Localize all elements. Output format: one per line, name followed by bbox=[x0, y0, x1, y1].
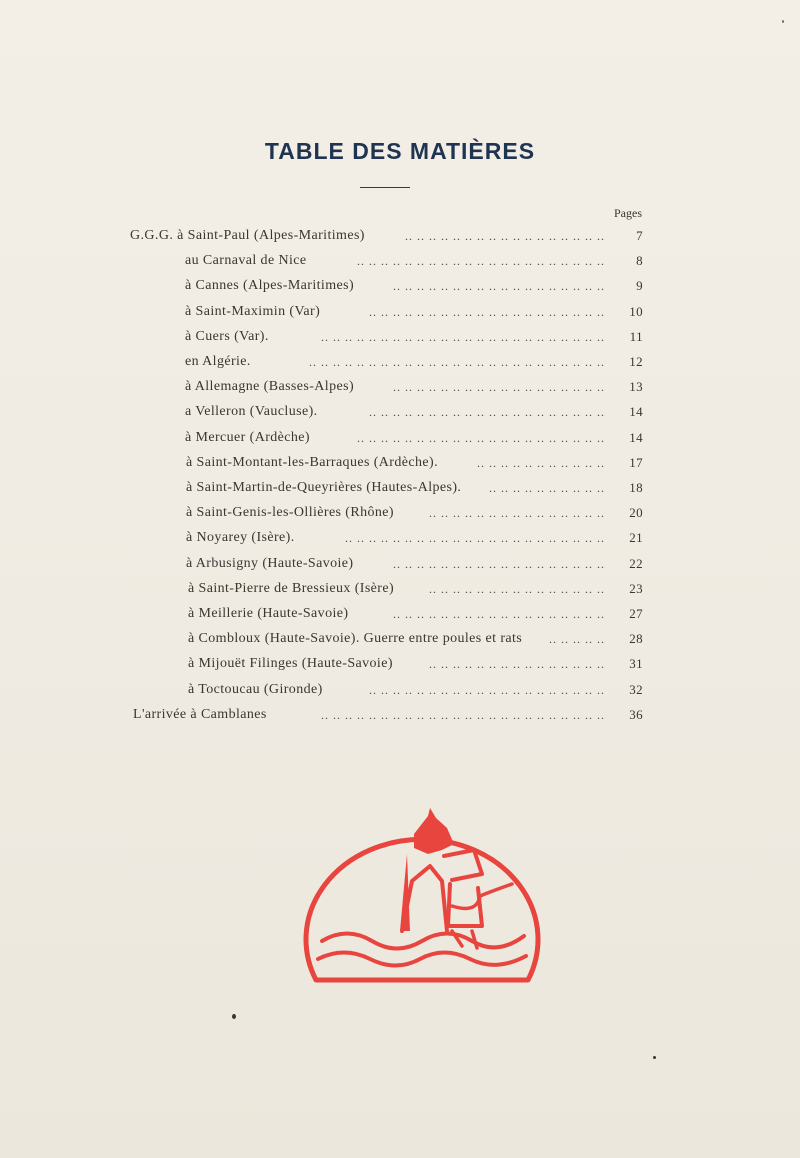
paper-speck bbox=[653, 1056, 656, 1059]
toc-entry bbox=[185, 402, 643, 422]
leader-dots: .. .. .. .. .. .. .. .. .. .. .. .. .. .. .. bbox=[429, 582, 605, 596]
toc-entry-page: 36 bbox=[629, 707, 643, 722]
toc-entry bbox=[185, 352, 643, 372]
toc-entry-label: à Noyarey (Isère). bbox=[186, 530, 295, 545]
toc-entry-label: à Toctoucau (Gironde) bbox=[188, 682, 323, 697]
leader-dots: .. .. .. .. .. .. .. .. .. .. .. .. .. .. .. .. .. .. .. .. .. bbox=[357, 431, 605, 445]
toc-entry-page: 14 bbox=[629, 404, 643, 419]
toc-entry-page: 20 bbox=[629, 505, 643, 520]
toc-entry-page: 27 bbox=[629, 606, 643, 621]
leader-dots: .. .. .. .. .. .. .. .. .. .. bbox=[489, 481, 605, 495]
toc-entry bbox=[185, 302, 643, 322]
leader-dots: .. .. .. .. .. .. .. .. .. .. .. .. .. .. .. .. .. bbox=[405, 229, 605, 243]
leader-dots: .. .. .. .. .. .. .. .. .. .. .. .. .. .. .. .. .. .. .. .. .. .. bbox=[345, 531, 605, 545]
leader-dots: .. .. .. .. .. .. .. .. .. .. .. .. .. .. .. .. .. .. .. .. bbox=[369, 405, 605, 419]
toc-entry-page: 22 bbox=[629, 556, 643, 571]
toc-entry bbox=[188, 629, 643, 649]
toc-entry bbox=[185, 276, 643, 296]
toc-entry-label: à Mercuer (Ardèche) bbox=[185, 430, 310, 445]
toc-entry-page: 28 bbox=[629, 631, 643, 646]
toc-entry-page: 18 bbox=[629, 480, 643, 495]
leader-dots: .. .. .. .. .. .. .. .. .. .. .. .. .. .. .. .. .. .. .. .. bbox=[369, 683, 605, 697]
toc-entry-label: a Velleron (Vaucluse). bbox=[185, 404, 318, 419]
toc-entry-label: L'arrivée à Camblanes bbox=[133, 707, 267, 722]
toc-entry-label: à Allemagne (Basses-Alpes) bbox=[185, 379, 355, 394]
toc-entry-page: 32 bbox=[629, 682, 643, 697]
toc-entry bbox=[185, 327, 643, 347]
toc-entry bbox=[186, 453, 643, 473]
leader-dots: .. .. .. .. .. .. .. .. .. .. .. .. .. .. .. bbox=[429, 506, 605, 520]
toc-entry-label: G.G.G. à Saint-Paul (Alpes-Maritimes) bbox=[130, 228, 365, 243]
toc-entry-label: en Algérie. bbox=[185, 354, 251, 369]
toc-entry bbox=[186, 478, 643, 498]
toc-entry-page: 12 bbox=[629, 354, 643, 369]
toc-entry-label: à Combloux (Haute-Savoie). Guerre entre poules et rats bbox=[188, 631, 523, 646]
leader-dots: .. .. .. .. .. .. .. .. .. .. .. .. .. .. .. .. .. .. bbox=[393, 607, 605, 621]
toc-entry-page: 23 bbox=[629, 581, 643, 596]
toc-entry-label: à Meillerie (Haute-Savoie) bbox=[188, 606, 349, 621]
leader-dots: .. .. .. .. .. .. .. .. .. .. .. .. .. .. .. .. .. .. bbox=[393, 279, 605, 293]
toc-entry-label: à Mijouët Filinges (Haute-Savoie) bbox=[188, 656, 393, 671]
leader-dots: .. .. .. .. .. .. .. .. .. .. .. .. .. .. .. .. .. .. .. .. .. .. .. .. .. bbox=[309, 355, 605, 369]
toc-entry bbox=[185, 377, 643, 397]
leader-dots: .. .. .. .. .. .. .. .. .. .. .. .. .. .. .. .. .. .. bbox=[393, 380, 605, 394]
paper-speck bbox=[232, 1014, 236, 1019]
explorer-emblem-icon bbox=[302, 796, 542, 988]
toc-entry-label: à Saint-Martin-de-Queyrières (Hautes-Alpes). bbox=[186, 480, 462, 495]
toc-entry-page: 13 bbox=[629, 379, 643, 394]
toc-entry bbox=[130, 226, 643, 246]
toc-entry-page: 21 bbox=[629, 530, 643, 545]
toc-entry-label: à Cuers (Var). bbox=[185, 329, 269, 344]
toc-entry-page: 7 bbox=[636, 228, 643, 243]
toc-entry-page: 17 bbox=[629, 455, 643, 470]
leader-dots: .. .. .. .. .. .. .. .. .. .. .. .. .. .. .. bbox=[429, 657, 605, 671]
leader-dots: .. .. .. .. .. .. .. .. .. .. .. .. .. .. .. .. .. .. .. .. .. .. .. .. bbox=[321, 330, 605, 344]
toc-entry-page: 8 bbox=[636, 253, 643, 268]
leader-dots: .. .. .. .. .. .. .. .. .. .. .. bbox=[477, 456, 605, 470]
page-title: TABLE DES MATIÈRES bbox=[264, 138, 536, 164]
toc-entry-label: au Carnaval de Nice bbox=[185, 253, 307, 268]
toc-entry bbox=[186, 503, 643, 523]
table-of-contents bbox=[0, 226, 800, 726]
toc-entry bbox=[186, 554, 643, 574]
toc-entry bbox=[188, 654, 643, 674]
leader-dots: .. .. .. .. .. .. .. .. .. .. .. .. .. .. .. .. .. .. .. .. .. .. .. .. bbox=[321, 708, 605, 722]
toc-entry bbox=[188, 604, 643, 624]
toc-entry-page: 14 bbox=[629, 430, 643, 445]
toc-entry bbox=[133, 705, 643, 725]
toc-entry bbox=[188, 680, 643, 700]
toc-entry-page: 31 bbox=[629, 656, 643, 671]
toc-entry-page: 11 bbox=[629, 329, 643, 344]
leader-dots: .. .. .. .. .. .. .. .. .. .. .. .. .. .. .. .. .. .. bbox=[393, 557, 605, 571]
toc-entry-label: à Saint-Maximin (Var) bbox=[185, 304, 321, 319]
toc-entry-page: 10 bbox=[629, 304, 643, 319]
pages-column-label: Pages bbox=[614, 206, 642, 220]
toc-entry bbox=[186, 528, 643, 548]
toc-entry bbox=[185, 428, 643, 448]
toc-entry-label: à Saint-Montant-les-Barraques (Ardèche). bbox=[186, 455, 438, 470]
toc-entry bbox=[188, 579, 643, 599]
toc-entry-label: à Saint-Genis-les-Ollières (Rhône) bbox=[186, 505, 394, 520]
toc-entry-label: à Cannes (Alpes-Maritimes) bbox=[185, 278, 355, 293]
paper-speck bbox=[782, 20, 784, 23]
toc-entry bbox=[185, 251, 643, 271]
leader-dots: .. .. .. .. .. .. .. .. .. .. .. .. .. .. .. .. .. .. .. .. bbox=[369, 305, 605, 319]
toc-entry-label: à Arbusigny (Haute-Savoie) bbox=[186, 556, 354, 571]
title-divider bbox=[360, 187, 410, 188]
leader-dots: .. .. .. .. .. bbox=[549, 632, 605, 646]
toc-entry-label: à Saint-Pierre de Bressieux (Isère) bbox=[188, 581, 395, 596]
leader-dots: .. .. .. .. .. .. .. .. .. .. .. .. .. .. .. .. .. .. .. .. .. bbox=[357, 254, 605, 268]
toc-entry-page: 9 bbox=[636, 278, 643, 293]
